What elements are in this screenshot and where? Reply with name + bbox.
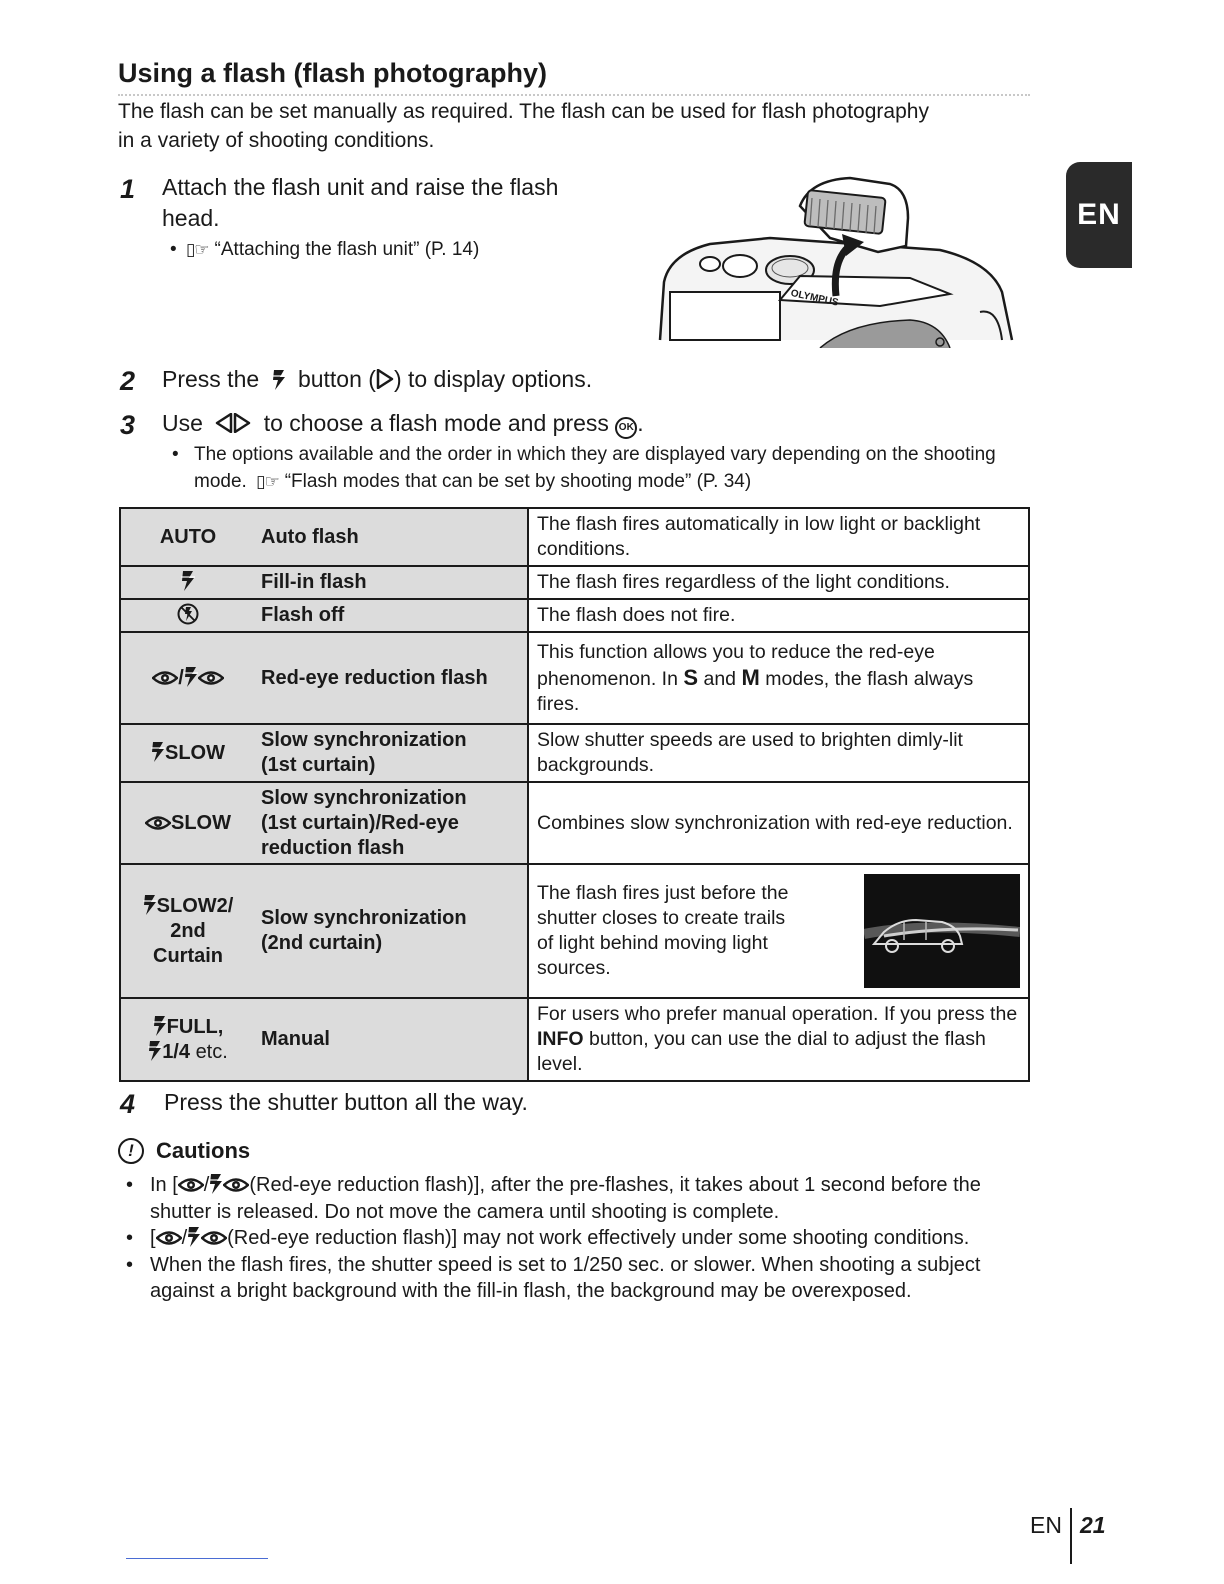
footer-separator (1070, 1508, 1072, 1564)
table-row-slow (120, 724, 1029, 782)
caution-icon: ! (118, 1138, 144, 1164)
flash-symbol-slow-red-eye (120, 782, 255, 864)
flash-icon (148, 1041, 162, 1061)
step-3-text (162, 408, 644, 439)
slow2-label-line1: SLOW2/ (156, 894, 234, 917)
caution-2-post: (Red-eye reduction flash)] may not work effectively under some shooting conditions. (227, 1227, 970, 1249)
table-row-auto (120, 508, 1029, 566)
step-1-text: Attach the flash unit and raise the flash head. (162, 174, 559, 231)
flash-symbol-auto: AUTO (120, 508, 255, 566)
flash-mode-desc (528, 632, 1029, 724)
flash-symbol-slow (120, 724, 255, 782)
left-arrow-icon (215, 413, 233, 433)
camera-brand-label: OLYMPUS (789, 287, 840, 309)
flash-mode-name-line2: (1st curtain) (261, 754, 376, 776)
red-eye-icon (223, 1177, 249, 1193)
flash-mode-name-line2: (2nd curtain) (261, 932, 383, 954)
red-eye-icon (145, 815, 171, 831)
flash-icon (181, 571, 195, 591)
step-2-text-part1: Press the (162, 366, 260, 392)
cautions-title: Cautions (156, 1138, 251, 1163)
ok-button-icon: OK (615, 417, 637, 439)
flash-mode-desc (528, 864, 1029, 998)
step-4-number: 4 (120, 1089, 136, 1119)
table-row-fill-in (120, 566, 1029, 599)
reference-icon: ▯☞ (185, 240, 209, 259)
mode-m-label: M (741, 664, 760, 690)
manual-label-line1: FULL, (166, 1015, 224, 1038)
flash-symbol-slow2 (120, 864, 255, 998)
step-3-reference: “Flash modes that can be set by shooting mode” (P. 34) (284, 471, 752, 492)
step-1-number: 1 (120, 174, 136, 204)
flash-icon (151, 742, 165, 762)
step-3-number: 3 (120, 410, 136, 440)
table-row-manual (120, 998, 1029, 1081)
flash-mode-name: Red-eye reduction flash (255, 632, 528, 724)
caution-2-pre: [ (150, 1227, 156, 1249)
reference-icon: ▯☞ (256, 472, 279, 491)
light-trail-car-image (864, 874, 1020, 988)
flash-mode-name: Auto flash (255, 508, 528, 566)
caution-3-text: When the flash fires, the shutter speed is set to 1/250 sec. or slower. When shooting a subject against a bright background with the fill-in flash, the background may be overexposed. (150, 1253, 981, 1302)
caution-1-post: (Red-eye reduction flash)], after the pre-flashes, it takes about 1 second before the shutter is released. Do not move the camera until shooting is complete. (150, 1174, 981, 1223)
footer-language: EN (1030, 1512, 1062, 1538)
slow-label: SLOW (171, 811, 231, 834)
flash-mode-name-line1: Slow synchronization (261, 786, 467, 809)
slow2-label-line3: Curtain (153, 944, 223, 967)
step-3-bullet-text: The options available and the order in which they are displayed vary depending on the shooting mode. (194, 444, 996, 492)
caution-item (118, 1252, 998, 1305)
flash-mode-desc: Combines slow synchronization with red-eye reduction. (528, 782, 1029, 864)
footer-rule (126, 1558, 268, 1559)
caution-item (118, 1172, 998, 1225)
manual-label-fraction: 1/4 (162, 1040, 190, 1063)
flash-mode-name-line2: (1st curtain)/Red-eye (261, 811, 459, 834)
flash-icon (187, 1227, 201, 1247)
page-footer (1030, 1512, 1106, 1564)
step-2-text-part3: ) to display options. (393, 366, 593, 392)
flash-mode-desc: The flash does not fire. (528, 599, 1029, 632)
caution-item (118, 1225, 998, 1252)
flash-icon (153, 1016, 167, 1036)
manual-desc-part1: For users who prefer manual operation. If you press the (537, 1003, 1018, 1025)
red-eye-icon (201, 1230, 227, 1246)
table-row-slow2 (120, 864, 1029, 998)
flash-icon (272, 370, 286, 390)
red-eye-desc-part2: modes, the flash always fires. (537, 667, 974, 715)
right-arrow-icon (233, 413, 251, 433)
step-1-bullet (170, 236, 610, 263)
right-arrow-icon (376, 369, 394, 389)
intro-paragraph: The flash can be set manually as required. The flash can be used for flash photography in a variety of shooting conditions. (118, 100, 929, 152)
light-trail-photo (864, 874, 1020, 988)
cautions-heading (118, 1138, 250, 1164)
red-eye-desc-part1: This function allows you to reduce the red-eye phenomenon. In (537, 640, 935, 690)
step-2-number: 2 (120, 366, 136, 396)
flash-icon (143, 895, 157, 915)
section-title: Using a flash (flash photography) (118, 56, 1030, 96)
flash-icon (209, 1174, 223, 1194)
bullet-dot: • (170, 239, 177, 260)
bullet-dot: • (172, 444, 179, 465)
page-number: 21 (1079, 1512, 1106, 1538)
flash-mode-name-line1: Slow synchronization (261, 907, 467, 929)
caution-1-pre: In [ (150, 1174, 178, 1196)
red-eye-icon (152, 670, 178, 686)
flash-mode-desc: The flash fires regardless of the light conditions. (528, 566, 1029, 599)
manual-desc-part2: button, you can use the dial to adjust the flash level. (537, 1028, 986, 1075)
step-3-bullet (170, 441, 1010, 495)
slow2-desc-text: The flash fires just before the shutter closes to create trails of light behind moving light sources. (537, 882, 789, 979)
table-row-slow-red-eye (120, 782, 1029, 864)
flash-symbol-fill (120, 566, 255, 599)
step-4-text: Press the shutter button all the way. (164, 1089, 528, 1115)
flash-symbol-red-eye (120, 632, 255, 724)
table-row-flash-off (120, 599, 1029, 632)
flash-symbol-off (120, 599, 255, 632)
symbol-slash: / (178, 666, 184, 689)
flash-mode-name: Flash off (255, 599, 528, 632)
flash-icon (184, 667, 198, 687)
flash-mode-desc: Slow shutter speeds are used to brighten dimly-lit backgrounds. (528, 724, 1029, 782)
table-row-red-eye (120, 632, 1029, 724)
flash-mode-desc (528, 998, 1029, 1081)
flash-mode-desc: The flash fires automatically in low light or backlight conditions. (528, 508, 1029, 566)
step-3-text-part2: to choose a flash mode and press (263, 410, 609, 436)
step-2-text (162, 364, 592, 395)
flash-mode-name-line3: reduction flash (261, 836, 405, 859)
red-eye-icon (178, 1177, 204, 1193)
step-3-text-part3: . (637, 410, 644, 436)
info-button-label: INFO (537, 1028, 584, 1050)
flash-mode-name: Fill-in flash (255, 566, 528, 599)
flash-mode-name (255, 782, 528, 864)
red-eye-desc-and: and (703, 667, 737, 690)
flash-symbol-manual (120, 998, 255, 1081)
manual-label-etc: etc. (195, 1040, 228, 1063)
slow-label: SLOW (165, 741, 225, 764)
symbol-slash: / (203, 1174, 210, 1196)
camera-flash-illustration (650, 172, 1020, 348)
red-eye-icon (198, 670, 224, 686)
slow2-label-line2: 2nd (170, 919, 206, 942)
cautions-list (118, 1172, 998, 1305)
symbol-slash: / (181, 1227, 188, 1249)
flash-mode-name-line1: Slow synchronization (261, 729, 467, 751)
flash-mode-name: Manual (255, 998, 528, 1081)
language-tab: EN (1066, 162, 1132, 268)
flash-off-icon (177, 603, 199, 625)
mode-s-label: S (683, 664, 699, 690)
flash-mode-name (255, 724, 528, 782)
step-1-reference: “Attaching the flash unit” (P. 14) (214, 239, 480, 260)
flash-mode-table (119, 507, 1030, 1082)
step-3-text-part1: Use (162, 410, 203, 436)
red-eye-icon (156, 1230, 182, 1246)
flash-mode-name (255, 864, 528, 998)
step-2-text-part2: button ( (297, 366, 376, 392)
